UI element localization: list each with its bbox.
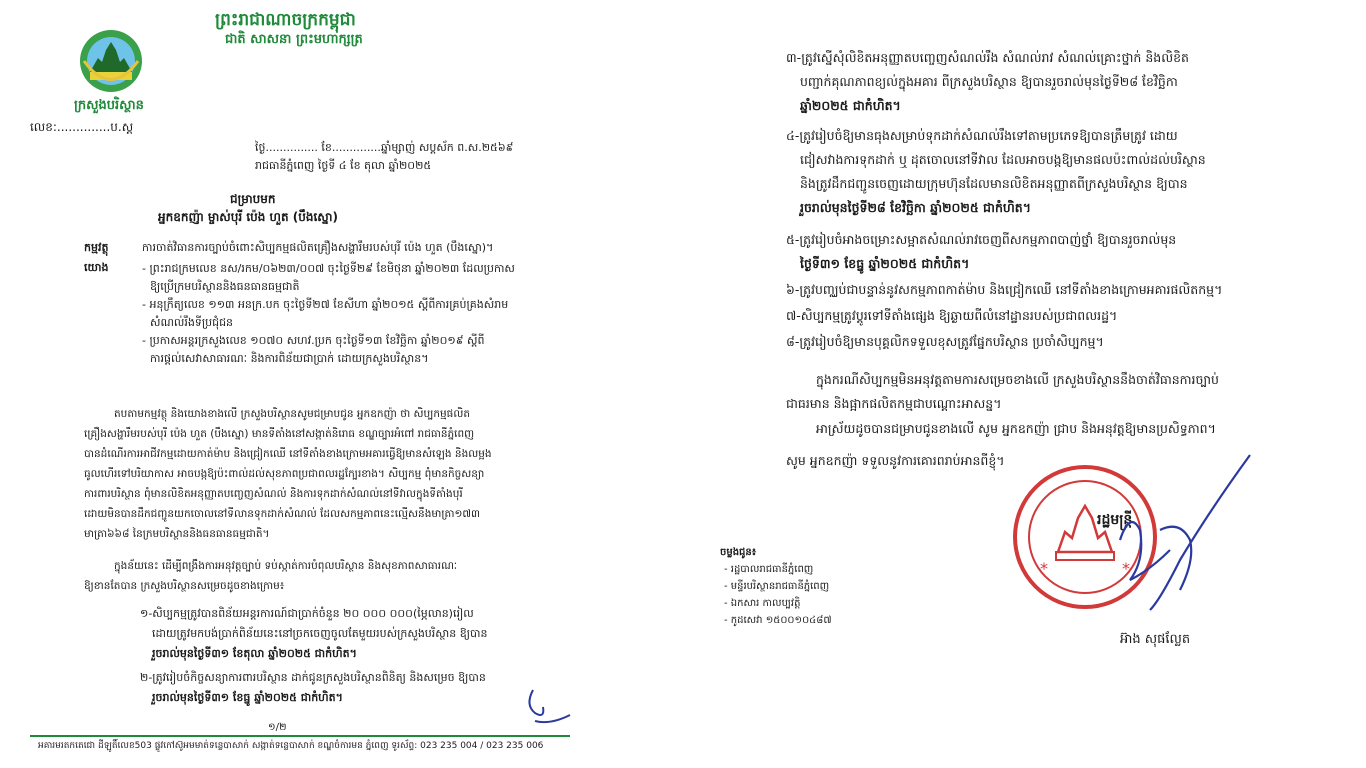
reference-line: ឱ្យប្រើក្រមបរិស្ថាននិងធនធានធម្មជាតិ — [150, 280, 300, 293]
document-page-1 — [0, 0, 590, 768]
decision-item-8 — [786, 330, 1104, 354]
warning-paragraph — [786, 368, 1219, 416]
item-line: ៣-ត្រូវស្នើសុំលិខិតអនុញ្ញាតបញ្ចេញសំណល់រឹង សំណល់រាវ សំណល់គ្រោះថ្នាក់ និងលិខិត — [786, 50, 1189, 65]
reference-list — [142, 260, 562, 368]
reference-line: - ប្រកាសអន្តរក្រសួងលេខ ១០៧០ សហវ.ប្រក ចុះថ្ងៃទី១៣ ខែវិច្ឆិកា ឆ្នាំ២០១៩ ស្តីពី — [142, 334, 485, 347]
paragraph-line: ឱ្យខានតែបាន ក្រសួងបរិស្ថានសម្រេចដូចខាងក្រោម៖ — [84, 580, 285, 592]
notice-title: ជម្រាបមក — [230, 192, 276, 206]
page-number: ១/២ — [268, 722, 287, 733]
item-line: បញ្ជាក់គុណភាពខ្យល់ក្នុងអគារ ពីក្រសួងបរិស្ថាន ឱ្យបានរួចរាល់មុនថ្ងៃទី២៨ ខែវិច្ឆិកា — [800, 74, 1178, 89]
paragraph-line: បានដំណើរការអាជីវកម្មដោយកាត់ម៉ាប និងជ្រៀកឈើ នៅទីតាំងខាងក្រោមអគារធ្វើឱ្យមានសំឡេង និងលម្អង — [84, 448, 492, 460]
cc-item: - រដ្ឋបាលរាជធានីភ្នំពេញ — [724, 564, 814, 575]
item-line: ដោយត្រូវមកបង់ប្រាក់ពិន័យនេះនៅច្រកចេញចូលតែមួយរបស់ក្រសួងបរិស្ថាន ឱ្យបាន — [152, 627, 488, 640]
item-line: ឆ្នាំ២០២៥ ជាកំហិត។ — [800, 98, 901, 113]
solar-date: រាជធានីភ្នំពេញ ថ្ងៃទី ៤ ខែ តុលា ឆ្នាំ២០២៥ — [255, 159, 432, 172]
paragraph-line: តបតាមកម្មវត្ថុ និងយោងខាងលើ ក្រសួងបរិស្ថានសូមជម្រាបជូន អ្នកឧកញ៉ា ថា សិប្បកម្មផលិត — [114, 408, 470, 420]
paragraph-line: មាត្រា៦៦៨ នៃក្រមបរិស្ថាននិងធនធានធម្មជាតិ។ — [84, 528, 270, 540]
subject-text: ការចាត់វិធានការច្បាប់ចំពោះសិប្បកម្មផលិតគ្រឿងសង្ហារឹមរបស់បុរី ប៉េង ហួត (បឹងស្នោ)។ — [142, 241, 494, 254]
decision-item-1 — [140, 604, 487, 664]
reference-label: យោង — [84, 261, 109, 274]
item-line: រួចរាល់មុនថ្ងៃទី៣១ ខែតុលា ឆ្នាំ២០២៥ ជាកំហិត។ — [152, 647, 357, 660]
header-kingdom: ព្រះរាជាណាចក្រកម្ពុជា — [215, 10, 356, 30]
svg-text:*: * — [1122, 559, 1130, 578]
ministry-logo — [78, 28, 144, 94]
paragraph-line: ធូលហើរទៅបរិយាកាស អាចបង្កឱ្យប៉ះពាល់ដល់សុខភាពប្រជាពលរដ្ឋក្បែរខាង។ សិប្បកម្ម ពុំមានកិច្ចសន្យា — [84, 468, 485, 480]
paragraph-line: ការពារបរិស្ថាន ពុំមានលិខិតអនុញ្ញាតបញ្ចេញសំណល់ និងការទុកដាក់សំណល់នៅទីវាលក្នុងទីតាំងបុរី — [84, 488, 463, 500]
item-line: ៥-ត្រូវរៀបចំអាងចម្រោះសម្អាតសំណល់រាវចេញពីសកម្មភាពបាញ់ថ្នាំ ឱ្យបានរួចរាល់មុន — [786, 232, 1177, 247]
signature — [1060, 450, 1260, 650]
footer-address: អគារមរតកតេជោ ដីឡូតិ៍លេខ503 ផ្លូវកៅស៊ូអមមាត់ទន្លេបាសាក់ សង្កាត់ទន្លេបាសាក់ ខណ្ឌចំការមន ភ្នំពេញ ទូរស័ព្ទ: 023 235 004 / 023 235 006 — [38, 741, 544, 751]
cc-title: ចម្លងជូន៖ — [720, 547, 757, 558]
cc-item: - មន្ទីរបរិស្ថានរាជធានីភ្នំពេញ — [724, 581, 830, 592]
item-line: ១-សិប្បកម្មត្រូវបានពិន័យអន្តរការណ៍ជាប្រាក់ចំនួន ២០ ០០០ ០០០(ម្ភៃលាន)រៀល — [140, 607, 474, 620]
item-line: រួចរាល់មុនថ្ងៃទី២៨ ខែវិច្ឆិកា ឆ្នាំ២០២៥ ជាកំហិត។ — [800, 200, 1031, 215]
decision-item-7 — [786, 304, 1117, 328]
paragraph-line: ក្នុងន័យនេះ ដើម្បីពង្រឹងការអនុវត្តច្បាប់ ទប់ស្កាត់ការបំពុលបរិស្ថាន និងសុខភាពសាធារណៈ — [114, 560, 458, 572]
item-line: រួចរាល់មុនថ្ងៃទី៣១ ខែធ្នូ ឆ្នាំ២០២៥ ជាកំហិត។ — [152, 691, 343, 704]
item-line: ៨-ត្រូវរៀបចំឱ្យមានបុគ្គលិកទទួលខុសត្រូវផ្នែកបរិស្ថាន ប្រចាំសិប្បកម្ម។ — [786, 334, 1104, 349]
svg-text:*: * — [1040, 559, 1048, 578]
header-motto: ជាតិ សាសនា ព្រះមហាក្សត្រ — [225, 32, 363, 47]
footer-divider — [30, 735, 570, 737]
reference-number: លេខ:..............ប.ស្ត — [30, 120, 134, 134]
item-line: ៤-ត្រូវរៀបចំឱ្យមានធុងសម្រាប់ទុកដាក់សំណល់រឹងទៅតាមប្រភេទឱ្យបានត្រឹមត្រូវ ដោយ — [786, 128, 1178, 143]
item-line: ជៀសវាងការទុកដាក់ ឬ ដុតចោលនៅទីវាល ដែលអាចបង្កឱ្យមានផលប៉ះពាល់ដល់បរិស្ថាន — [800, 152, 1206, 167]
body-paragraph-1 — [84, 404, 492, 544]
initial-mark — [515, 685, 575, 730]
closing-line-2: សូម អ្នកឧកញ៉ា ទទួលនូវការគោរពរាប់អានពីខ្ញុំ។ — [786, 453, 1005, 468]
cc-item: - កូដសេវា ១៥០០១០៤៨៧ — [724, 615, 832, 626]
reference-line: ការផ្តល់សេវាសាធារណៈ និងការពិន័យជាប្រាក់ ដោយក្រសួងបរិស្ថាន។ — [150, 352, 429, 365]
decision-item-4 — [786, 124, 1206, 220]
decision-item-3 — [786, 46, 1189, 118]
paragraph-line: ជាធរមាន និងផ្អាកផលិតកម្មជាបណ្ដោះអាសន្ន។ — [786, 396, 1002, 411]
cc-item: - ឯកសារ កាលប្បវត្តិ — [724, 598, 801, 609]
item-line: ២-ត្រូវរៀបចំកិច្ចសន្យាការពារបរិស្ថាន ដាក់ជូនក្រសួងបរិស្ថានពិនិត្យ និងសម្រេច ឱ្យបាន — [140, 671, 486, 684]
signer-title: រដ្ឋមន្ត្រី — [1097, 512, 1133, 528]
lunar-date: ថ្ងៃ............... ខែ..............ឆ្នាំម្សាញ់ សប្តស័ក ព.ស.២៥៦៩ — [255, 141, 514, 154]
paragraph-line: ក្នុងករណីសិប្បកម្មមិនអនុវត្តតាមការសម្រេចខាងលើ ក្រសួងបរិស្ថាននឹងចាត់វិធានការច្បាប់ — [816, 372, 1219, 387]
decision-item-5 — [786, 228, 1176, 276]
decision-item-2 — [140, 668, 486, 708]
reference-line: - ព្រះរាជក្រមលេខ នស/រកម/០៦២៣/០០៧ ចុះថ្ងៃទី២៩ ខែមិថុនា ឆ្នាំ២០២៣ ដែលប្រកាស — [142, 262, 515, 275]
reference-line: សំណល់រឹងទីប្រជុំជន — [150, 316, 234, 329]
item-line: ៧-សិប្បកម្មត្រូវប្តូរទៅទីតាំងផ្សេង ឱ្យឆ្ងាយពីលំនៅដ្ឋានរបស់ប្រជាពលរដ្ឋ។ — [786, 308, 1118, 323]
closing-line-1: អាស្រ័យដូចបានជម្រាបជូនខាងលើ សូម អ្នកឧកញ៉ា ជ្រាប និងអនុវត្តឱ្យមានប្រសិទ្ធភាព។ — [816, 421, 1216, 436]
paragraph-line: ដោយមិនបានដឹកជញ្ជូនយកចោលនៅទីលានទុកដាក់សំណល់ ដែលសកម្មភាពនេះល្មើសនឹងមាត្រា១៧៣ — [84, 508, 481, 520]
ministry-name: ក្រសួងបរិស្ថាន — [74, 98, 144, 113]
paragraph-line: គ្រឿងសង្ហារឹមរបស់បុរី ប៉េង ហួត (បឹងស្នោ) មានទីតាំងនៅសង្កាត់និរោធ ខណ្ឌច្បារអំពៅ រាជធានីភ្នំពេញ — [84, 428, 475, 440]
document-page-2 — [690, 0, 1366, 768]
item-line: ៦-ត្រូវបញ្ឈប់ជាបន្ទាន់នូវសកម្មភាពកាត់ម៉ាប និងជ្រៀកឈើ នៅទីតាំងខាងក្រោមអគារផលិតកម្ម។ — [786, 282, 1223, 297]
body-paragraph-2 — [84, 556, 457, 596]
item-line: ថ្ងៃទី៣១ ខែធ្នូ ឆ្នាំ២០២៥ ជាកំហិត។ — [800, 256, 970, 271]
subject-label: កម្មវត្ថុ — [84, 241, 109, 254]
cc-block — [720, 544, 832, 629]
recipient: អ្នកឧកញ៉ា ម្ចាស់បុរី ប៉េង ហួត (បឹងស្នោ) — [158, 210, 339, 224]
item-line: និងត្រូវដឹកជញ្ជូនចេញដោយក្រុមហ៊ុនដែលមានលិខិតអនុញ្ញាតពីក្រសួងបរិស្ថាន ឱ្យបាន — [800, 176, 1188, 191]
reference-line: - អនុក្រឹត្យលេខ ១១៣ អនក្រ.បក ចុះថ្ងៃទី២៧ ខែសីហា ឆ្នាំ២០១៥ ស្តីពីការគ្រប់គ្រងសំរាម — [142, 298, 509, 311]
decision-item-6 — [786, 278, 1222, 302]
signer-name: អ៊ាង សុផល្លែត — [1120, 632, 1191, 647]
